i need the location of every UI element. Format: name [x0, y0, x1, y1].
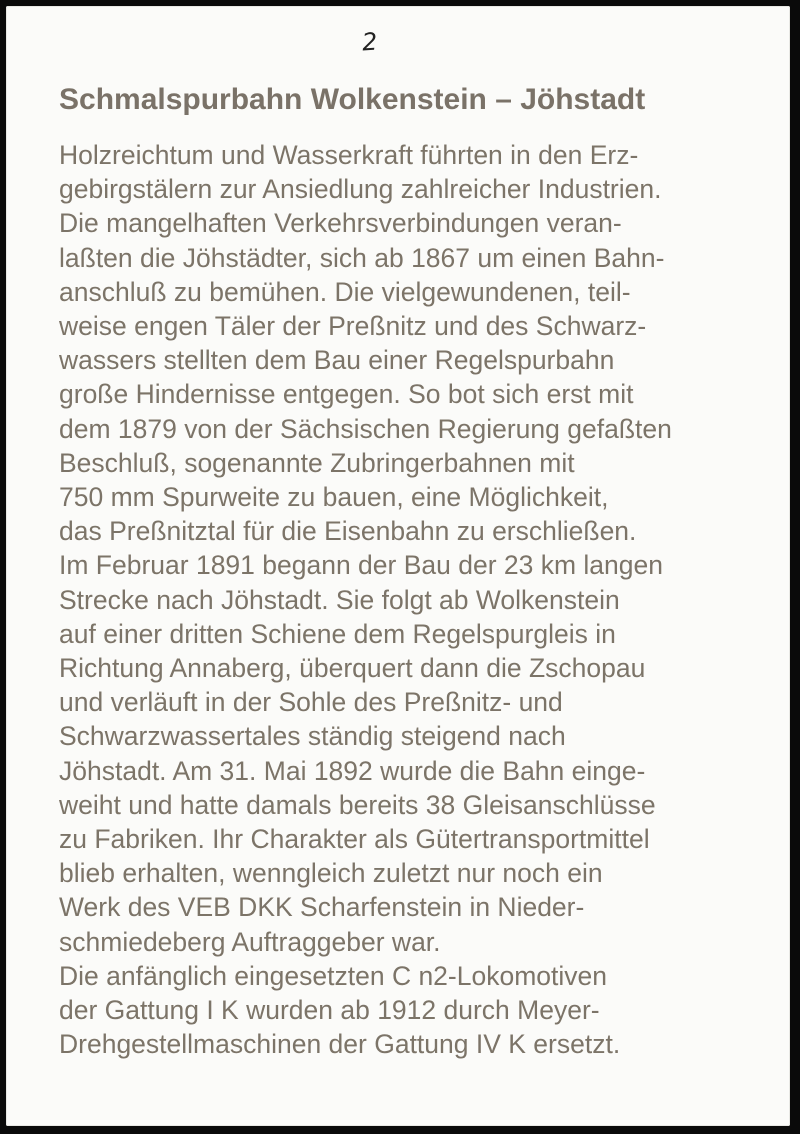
text-line: auf einer dritten Schiene dem Regelspurgleis in: [59, 618, 616, 649]
text-line: das Preßnitztal für die Eisenbahn zu erschließen.: [59, 516, 637, 547]
text-line: Holzreichtum und Wasserkraft führten in den Erz-: [59, 140, 639, 170]
text-line: Die anfänglich eingesetzten C n2-Lokomotiven: [59, 960, 607, 991]
text-line: Drehgestellmaschinen der Gattung IV K ersetzt.: [59, 1029, 621, 1060]
text-line: 750 mm Spurweite zu bauen, eine Möglichkeit,: [59, 482, 609, 513]
text-line: wassers stellten dem Bau einer Regelspurbahn: [59, 345, 615, 376]
text-line: Richtung Annaberg, überquert dann die Zschopau: [59, 653, 646, 684]
text-line: weiht und hatte damals bereits 38 Gleisanschlüsse: [59, 789, 656, 820]
text-line: dem 1879 von der Sächsischen Regierung gefaßten: [59, 413, 672, 444]
text-line: Werk des VEB DKK Scharfenstein in Nieder-: [59, 892, 585, 923]
document-card: [6, 6, 790, 1126]
text-line: Schwarzwassertales ständig steigend nach: [59, 721, 566, 752]
text-line: weise engen Täler der Preßnitz und des Schwarz-: [59, 311, 647, 342]
document-title: Schmalspurbahn Wolkenstein – Jöhstadt: [59, 83, 646, 116]
text-line: blieb erhalten, wenngleich zuletzt nur noch ein: [59, 858, 603, 889]
text-line: Im Februar 1891 begann der Bau der 23 km langen: [59, 550, 664, 581]
text-line: und verläuft in der Sohle des Preßnitz- und: [59, 687, 563, 718]
text-line: schmiedeberg Auftraggeber war.: [59, 926, 441, 957]
text-line: große Hindernisse entgegen. So bot sich erst mit: [59, 379, 634, 410]
text-line: der Gattung I K wurden ab 1912 durch Meyer-: [59, 995, 600, 1026]
handwritten-page-number: 2: [361, 27, 379, 57]
text-line: Die mangelhaften Verkehrsverbindungen veran-: [59, 208, 622, 239]
text-line: zu Fabriken. Ihr Charakter als Gütertransportmittel: [59, 824, 650, 855]
text-line: anschluß zu bemühen. Die vielgewundenen, teil-: [59, 276, 631, 307]
text-line: Jöhstadt. Am 31. Mai 1892 wurde die Bahn einge-: [59, 755, 646, 786]
text-line: Beschluß, sogenannte Zubringerbahnen mit: [59, 447, 575, 478]
body-text: [59, 138, 672, 1061]
text-line: laßten die Jöhstädter, sich ab 1867 um einen Bahn-: [59, 242, 665, 273]
text-line: Strecke nach Jöhstadt. Sie folgt ab Wolkenstein: [59, 584, 620, 615]
text-line: gebirgstälern zur Ansiedlung zahlreicher Industrien.: [59, 174, 662, 205]
